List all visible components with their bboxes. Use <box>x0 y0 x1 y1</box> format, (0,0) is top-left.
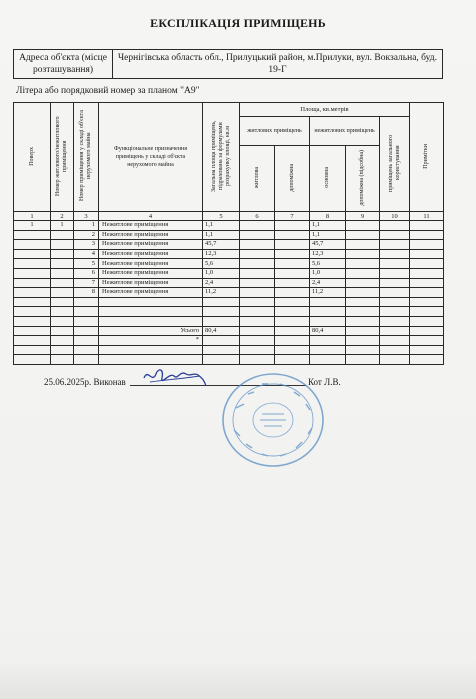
signature-date: 25.06.2025р. Виконав <box>44 377 126 387</box>
header-room-no: Номер житлового/нежитлового приміщення <box>51 103 74 212</box>
page-shadow <box>0 660 476 699</box>
cell-floor: 1 <box>14 221 51 231</box>
cell-main: 1,1 <box>310 221 346 231</box>
cell-total-main: 80,4 <box>310 326 346 336</box>
header-main: основна <box>310 146 346 212</box>
cell-main: 2,4 <box>310 278 346 288</box>
table-row <box>14 278 444 288</box>
cell-room <box>51 288 74 298</box>
address-table <box>13 49 443 79</box>
table-row-empty <box>14 355 444 365</box>
cell-total-total: 80,4 <box>203 326 240 336</box>
round-seal-stamp <box>218 370 328 470</box>
cell-floor <box>14 230 51 240</box>
header-function: Функціональне призначення приміщень у складі об'єкта нерухомого майна <box>99 103 203 212</box>
cell-name: Нежитлове приміщення <box>99 240 203 250</box>
header-aux-sub: допоміжна (підсобна) <box>346 146 380 212</box>
table-body <box>14 221 444 365</box>
cell-total-label: Усього <box>99 326 203 336</box>
cell-no: 7 <box>74 278 99 288</box>
header-aux: допоміжна <box>275 146 310 212</box>
cell-room <box>51 278 74 288</box>
header-living: житлова <box>240 146 275 212</box>
cell-no: 3 <box>74 240 99 250</box>
address-value: Чернігівська область обл., Прилуцький район, м.Прилуки, вул. Вокзальна, буд. 19-Г <box>113 50 443 79</box>
cell-no: 1 <box>74 221 99 231</box>
cell-total: 2,4 <box>203 278 240 288</box>
cell-main: 12,3 <box>310 249 346 259</box>
cell-name: Нежитлове приміщення <box>99 221 203 231</box>
cell-floor <box>14 288 51 298</box>
header-total-area: Загальна площа приміщень, підрахована за формулами розрахунку площі, кв.м <box>203 103 240 212</box>
table-row <box>14 268 444 278</box>
cell-name: Нежитлове приміщення <box>99 230 203 240</box>
page-title: ЕКСПЛІКАЦІЯ ПРИМІЩЕНЬ <box>150 16 326 30</box>
address-label: Адреса об'єкта (місце розташування) <box>14 50 113 79</box>
cell-floor <box>14 278 51 288</box>
cell-no: 2 <box>74 230 99 240</box>
table-row-empty <box>14 316 444 326</box>
table-row-empty <box>14 307 444 317</box>
signature-name: Кот Л.В. <box>308 377 341 387</box>
cell-name: Нежитлове приміщення <box>99 278 203 288</box>
cell-floor <box>14 268 51 278</box>
cell-name: Нежитлове приміщення <box>99 259 203 269</box>
cell-total: 45,7 <box>203 240 240 250</box>
header-part-no: Номер приміщення у складі об'єкта нерухомого майна <box>74 103 99 212</box>
header-area-group: Площа, кв.метрів <box>240 103 410 117</box>
table-row-star <box>14 336 444 346</box>
cell-no: 4 <box>74 249 99 259</box>
cell-total: 1,0 <box>203 268 240 278</box>
table-row-empty <box>14 345 444 355</box>
cell-main: 1,0 <box>310 268 346 278</box>
cell-floor <box>14 249 51 259</box>
cell-total: 5,6 <box>203 259 240 269</box>
table-row-empty <box>14 297 444 307</box>
cell-main: 5,6 <box>310 259 346 269</box>
cell-main: 11,2 <box>310 288 346 298</box>
cell-room <box>51 259 74 269</box>
cell-room <box>51 249 74 259</box>
table-row <box>14 240 444 250</box>
cell-no: 5 <box>74 259 99 269</box>
cell-name: Нежитлове приміщення <box>99 268 203 278</box>
cell-total: 11,2 <box>203 288 240 298</box>
header-nonresidential: нежитлових приміщень <box>310 117 380 146</box>
cell-name: Нежитлове приміщення <box>99 288 203 298</box>
cell-no: 6 <box>74 268 99 278</box>
header-floor: Поверх <box>14 103 51 212</box>
cell-name: Нежитлове приміщення <box>99 249 203 259</box>
header-notes: Примітки <box>410 103 444 212</box>
cell-star: * <box>99 336 203 346</box>
cell-main: 1,1 <box>310 230 346 240</box>
cell-total: 1,1 <box>203 221 240 231</box>
table-row <box>14 230 444 240</box>
column-numbers-row: 1 2 3 4 5 6 7 8 9 10 11 <box>14 212 444 221</box>
table-row <box>14 288 444 298</box>
table-row <box>14 221 444 231</box>
cell-floor <box>14 240 51 250</box>
table-row <box>14 259 444 269</box>
header-common: приміщень загального користування <box>380 117 410 212</box>
header-residential: житлових приміщень <box>240 117 310 146</box>
cell-floor <box>14 259 51 269</box>
cell-room <box>51 268 74 278</box>
cell-total: 12,3 <box>203 249 240 259</box>
litera-line: Літера або порядковий номер за планом "А9" <box>16 86 200 96</box>
explication-table <box>13 102 444 365</box>
cell-room <box>51 230 74 240</box>
cell-main: 45,7 <box>310 240 346 250</box>
cell-total: 1,1 <box>203 230 240 240</box>
handwritten-signature <box>140 364 210 390</box>
cell-no: 8 <box>74 288 99 298</box>
table-row <box>14 249 444 259</box>
cell-room: 1 <box>51 221 74 231</box>
table-row-total <box>14 326 444 336</box>
cell-room <box>51 240 74 250</box>
